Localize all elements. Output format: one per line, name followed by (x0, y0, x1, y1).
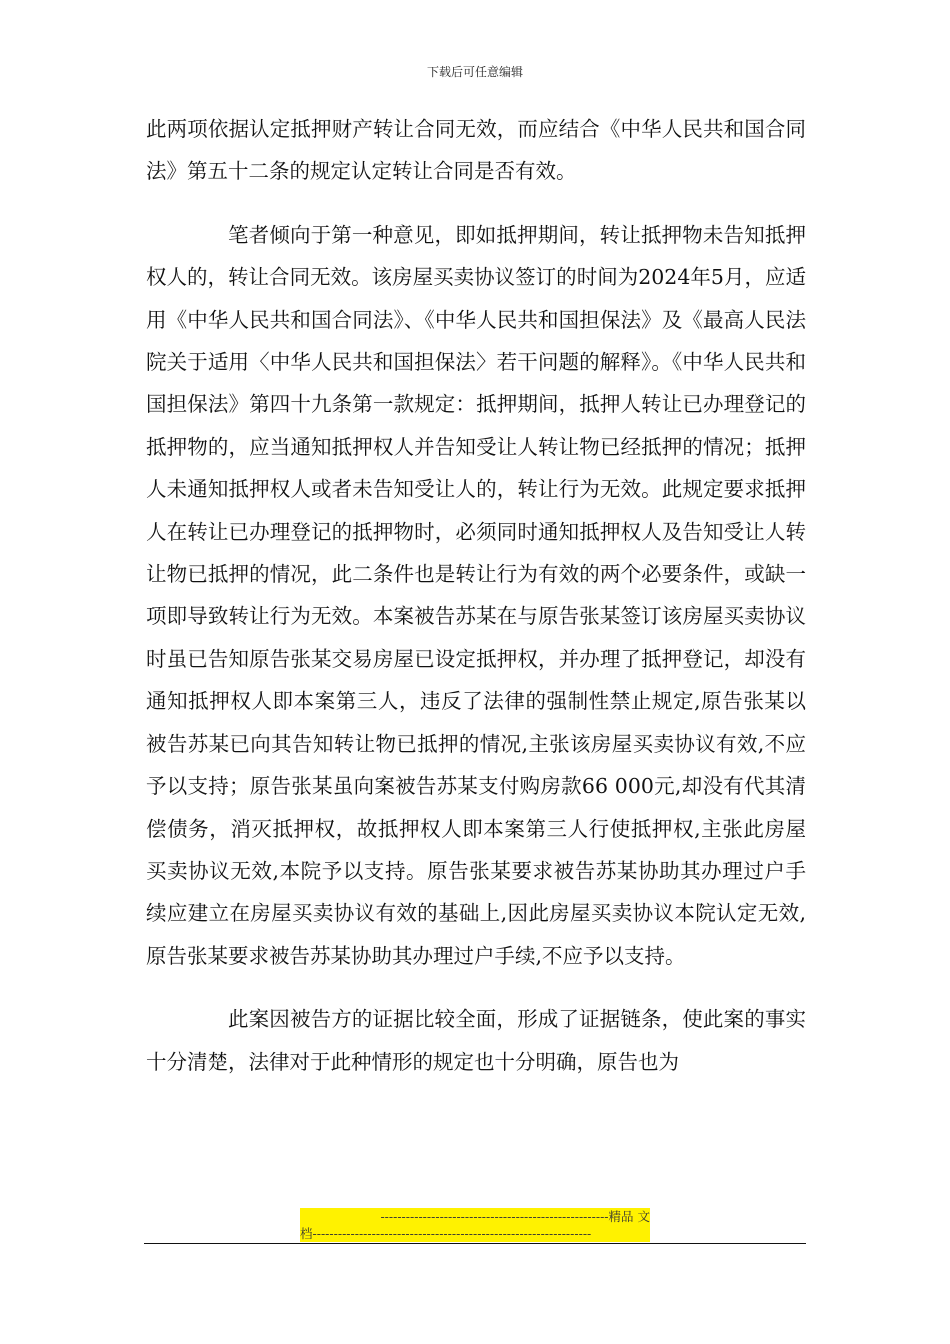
footer-watermark-banner (300, 1208, 650, 1242)
paragraph-1: 此两项依据认定抵押财产转让合同无效，而应结合《中华人民共和国合同法》第五十二条的规定认定转让合同是否有效。 (146, 117, 806, 184)
footer-banner-line-1: ------------------------------------------------------精品 文 (300, 1208, 650, 1225)
page-header: 下载后可任意编辑 (426, 65, 523, 79)
footer-divider (144, 1243, 806, 1244)
paragraph-2: 笔者倾向于第一种意见，即如抵押期间，转让抵押物未告知抵押权人的，转让合同无效。该房屋买卖协议签订的时间为2024年5月，应适用《中华人民共和国合同法》、《中华人民共和国担保法》及《最高人民法院关于适用〈中华人民共和国担保法〉若干问题的解释》。《中华人民共和国担保法》第四十九条第一款规定：抵押期间，抵押人转让已办理登记的抵押物的，应当通知抵押权人并告知受让人转让物已经抵押的情况；抵押人未通知抵押权人或者未告知受让人的，转让行为无效。此规定要求抵押人在转让已办理登记的抵押物时，必须同时通知抵押权人及告知受让人转让物已抵押的情况，此二条件也是转让行为有效的两个必要条件，或缺一项即导致转让行为无效。本案被告苏某在与原告张某签订该房屋买卖协议时虽已告知原告张某交易房屋已设定抵押权，并办理了抵押登记，却没有通知抵押权人即本案第三人，违反了法律的强制性禁止规定,原告张某以被告苏某已向其告知转让物已抵押的情况,主张该房屋买卖协议有效,不应予以支持；原告张某虽向案被告苏某支付购房款66 000元,却没有代其清偿债务，消灭抵押权，故抵押权人即本案第三人行使抵押权,主张此房屋买卖协议无效,本院予以支持。原告张某要求被告苏某协助其办理过户手续应建立在房屋买卖协议有效的基础上,因此房屋买卖协议本院认定无效, 原告张某要求被告苏某协助其办理过户手续,不应予以支持。 (146, 222, 806, 968)
document-body (146, 108, 806, 1083)
paragraph-3: 此案因被告方的证据比较全面，形成了证据链条，使此案的事实十分清楚，法律对于此种情形的规定也十分明确，原告也为 (146, 1007, 806, 1074)
footer-banner-line-2: 档------------------------------------------------------------------ (300, 1225, 650, 1242)
